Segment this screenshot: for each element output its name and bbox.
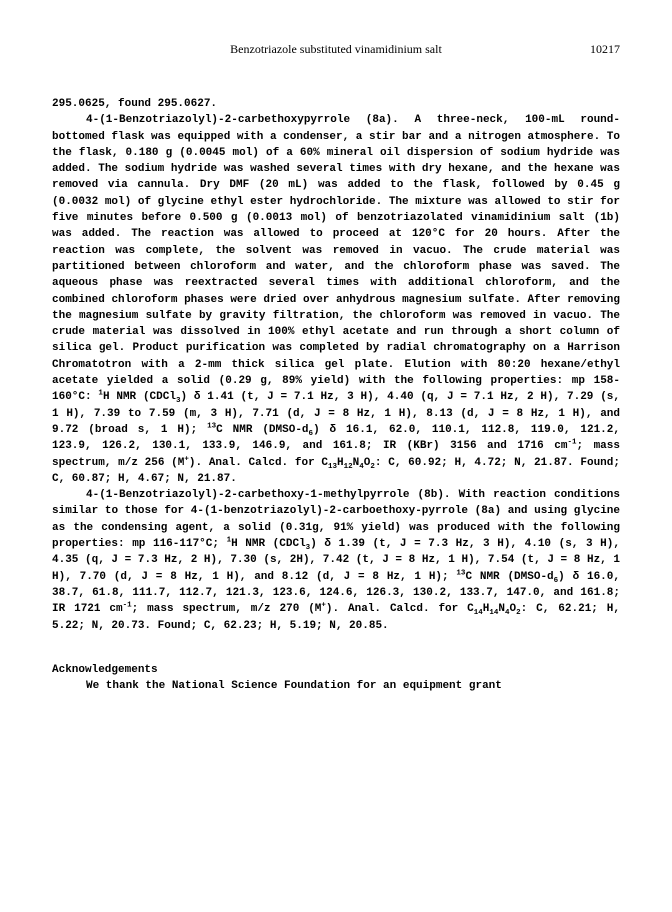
compound-title-8b: 4-(1-Benzotriazolyl)-2-carbethoxy-1-methylpyrrole (8b). bbox=[86, 489, 451, 502]
experimental-paragraph-8a: 4-(1-Benzotriazolyl)-2-carbethoxypyrrole (8a). A three-neck, 100-mL round-bottomed flask was equipped with a condenser, a stir bar and a nitrogen atmosphere. To the flask, 0.180 g (0.0045 mol) of a 60% mineral oil dispersion of sodium hydride was added. The sodium hydride was washed several times with dry hexane, and the hexane was removed via cannula. Dry DMF (20 mL) was added to the flask, followed by 0.45 g (0.0032 mol) of glycine ethyl ester hydrochloride. The mixture was allowed to stir for five minutes before 0.500 g (0.0013 mol) of benzotriazolated vinamidinium salt (1b) was added. The reaction was allowed to proceed at 120°C for 20 hours. After the reaction was complete, the solvent was removed in vacuo. The crude material was partitioned between chloroform and water, and the chloroform phase was saved. The aqueous phase was reextracted several times with additional chloroform, and the combined chloroform phases were dried over anhydrous magnesium sulfate. After removing the magnesium sulfate by gravity filtration, the chloroform was removed in vacuo. The crude material was dissolved in 100% ethyl acetate and run through a short column of silica gel. Product purification was completed by radial chromatography on a Harrison Chromatotron with a 2-mm thick silica gel plate. Elution with 80:20 hexane/ethyl acetate yielded a solid (0.29 g, 89% yield) with the following properties: mp 158-160°C: $^1$H NMR (CDCl$_3$) δ 1.41 (t, J = 7.1 Hz, 3 H), 4.40 (q, J = 7.1 Hz, 2 H), 7.29 (s, 1 H), 7.39 to 7.59 (m, 3 H), 7.71 (d, J = 8 Hz, 1 H), 8.13 (d, J = 8 Hz, 1 H), and 9.72 (broad s, 1 H); $^{13}$C NMR $(DMSO-d_6)$ δ 16.1, 62.0, 110.1, 112.8, 119.0, 121.2, 123.9, 126.2, 130.1, 133.9, 146.9, and 161.8; IR (KBr) 3156 and 1716 $cm^{-1}$; mass spectrum, m/z 256 (M+). Anal. Calcd. for $C_{13}H_{12}N_4O_2$: C, 60.92; H, 4.72; N, 21.87. Found; C, 60.87; H, 4.67; N, 21.87. bbox=[52, 114, 621, 485]
compound-ref-1b: (1b) bbox=[593, 212, 620, 225]
compound-ref-8a: (8a) bbox=[474, 505, 502, 518]
body-text bbox=[52, 96, 620, 694]
compound-title-8a: 4-(1-Benzotriazolyl)-2-carbethoxypyrrole (8a). bbox=[86, 114, 399, 127]
running-title: Benzotriazole substituted vinamidinium salt bbox=[230, 42, 442, 56]
page-number: 10217 bbox=[590, 42, 620, 56]
paragraph-continuation: 295.0625, found 295.0627. bbox=[52, 98, 218, 110]
page-header bbox=[0, 40, 672, 60]
section-spacer bbox=[52, 634, 620, 662]
experimental-paragraph-8b: 4-(1-Benzotriazolyl)-2-carbethoxy-1-methylpyrrole (8b). With reaction conditions similar to those for 4-(1-benzotriazolyl)-2-carboethoxy-pyrrole (8a) and using glycine as the condensing agent, a solid (0.31g, 91% yield) was produced with the following properties: mp 116-117°C; $^1$H NMR (CDCl$_3$) δ 1.39 (t, J = 7.3 Hz, 3 H), 4.10 (s, 3 H), 4.35 (q, J = 7.3 Hz, 2 H), 7.30 (s, 2H), 7.42 (t, J = 8 Hz, 1 H), 7.54 (t, J = 8 Hz, 1 H), 7.70 (d, J = 8 Hz, 1 H), and 8.12 (d, J = 8 Hz, 1 H); $^{13}$C NMR $(DMSO-d_6)$ δ 16.0, 38.7, 61.8, 111.7, 112.7, 121.3, 123.6, 124.6, 126.3, 130.2, 133.7, 147.0, and 161.8; IR 1721 $cm^{-1}$; mass spectrum, m/z 270 (M+). Anal. Calcd. for $C_{14}H_{14}N_4O_2$: C, 62.21; H, 5.22; N, 20.73. Found; C, 62.23; H, 5.19; N, 20.85. bbox=[52, 489, 621, 632]
acknowledgements-text: We thank the National Science Foundation for an equipment grant bbox=[86, 680, 502, 693]
section-heading-acknowledgements: Acknowledgements bbox=[52, 663, 158, 676]
